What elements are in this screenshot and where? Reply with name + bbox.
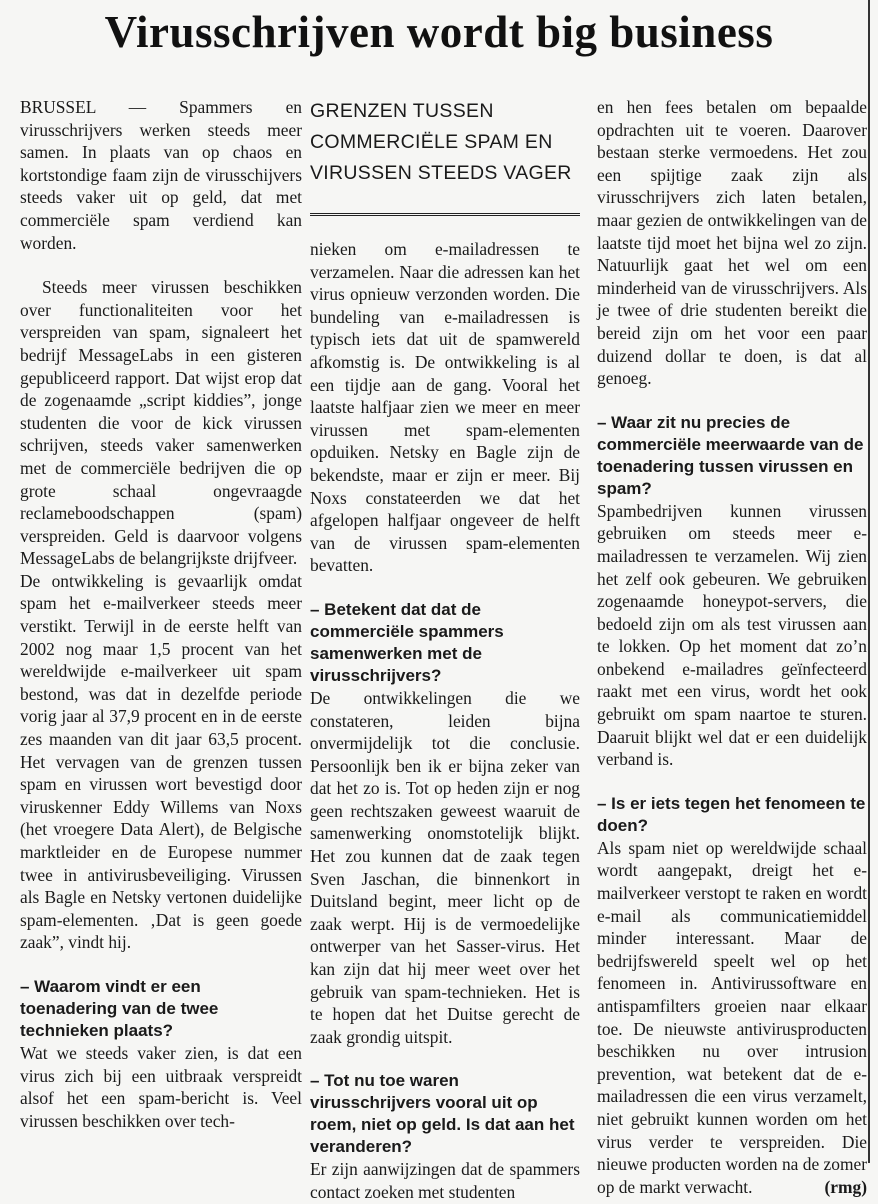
interview-question: – Betekent dat dat de commerciële spammers samenwerken met de virusschrijvers? [310,599,504,685]
column-2 [310,96,580,1204]
body-paragraph: Wat we steeds vaker zien, is dat een virus zich bij een uitbraak verspreidt alsof het een spam-bericht is. Veel virussen beschikken over tech- [20,1042,302,1131]
body-paragraph: Er zijn aanwijzingen dat de spammers contact zoeken met studenten [310,1159,580,1202]
column-3 [597,96,867,1198]
body-paragraph: Steeds meer virussen beschikken over functionaliteiten voor het verspreiden van spam, signaleert het bedrijf MessageLabs in een gisteren gepubliceerd rapport. Dat wijst erop dat de zogenaamde „script kiddies”, jonge studenten die voor de kick virussen schrijven, steeds vaker samenwerken met de commerciële bedrijven die op grote schaal ongevraagde reclameboodschappen (spam) verspreiden. Geld is daarvoor volgens MessageLabs de belangrijkste drijfveer. [20,277,302,569]
body-paragraph: Spambedrijven kunnen virussen gebruiken om steeds meer e-mailadressen te verzamelen. Wij zien het zelf ook gebeuren. We gebruiken zogenaamde honeypot-servers, die bedoeld zijn om als test virussen aan te lokken. Op het moment dat zo’n onbekend e-mailadres geïnfecteerd raakt met een virus, wordt het ook gebruikt om spam naartoe te sturen. Daaruit blijkt wel dat er een duidelijk verband is. [597,500,867,770]
column-1 [20,96,302,1132]
lead-paragraph: BRUSSEL — Spammers en virusschrijvers werken steeds meer samen. In plaats van op chaos en kortstondige faam zijn de virusschijvers steeds vaker uit op geld, dat met commerciële spam verdiend kan worden. [20,97,302,253]
interview-question: – Tot nu toe waren virusschrijvers vooral uit op roem, niet op geld. Is dat aan het veranderen? [310,1071,575,1157]
interview-question: – Waar zit nu precies de commerciële meerwaarde van de toenadering tussen virussen en spam? [597,412,864,498]
body-paragraph: De ontwikkeling is gevaarlijk omdat spam het e-mailverkeer steeds meer verstikt. Terwijl in de eerste helft van 2002 nog maar 1,5 procent van het wereldwijde e-mailverkeer uit spam bestond, was dat in dezelfde periode vorig jaar al 37,9 procent en in de eerste zes maanden van dit jaar 63,5 procent. Het vervagen van de grenzen tussen spam en virussen wort bevestigd door viruskenner Eddy Willems van Noxs (het vroegere Data Alert), de Belgische marktleider en de Europese nummer twee in antivirusbeveiliging. Virussen als Bagle en Netsky vertonen duidelijke spam-elementen. ‚Dat is geen goede zaak”, vindt hij. [20,570,302,953]
page-edge-line [868,0,870,1163]
body-paragraph: De ontwikkelingen die we constateren, leiden bijna onvermijdelijk tot die conclusie. Persoonlijk ben ik er bijna zeker van dat het zo is. Tot op heden zijn er nog geen rechtszaken geweest waaruit de samenwerking onomstotelijk blijkt. Het zou kunnen dat de zaak tegen Sven Jaschan, die binnenkort in Duitsland begint, meer licht op de zaak werpt. Hij is de vermoedelijke ontwerper van het Sasser-virus. Het kan zijn dat hij meer weet over het gebruik van spam-technieken. Het is te hopen dat het Duitse gerecht de zaak grondig uitspit. [310,687,580,1047]
body-paragraph: en hen fees betalen om bepaalde opdrachten uit te voeren. Daarover bestaan sterke vermoedens. Het zou een spijtige zaak zijn als virusschrijvers zich laten betalen, maar gezien de ontwikkelingen van de laatste tijd moet het bijna wel zo zijn. Natuurlijk gaat het wel om een minderheid van de virusschrijvers. Als je twee of drie studenten bereikt die bereid zijn om het voor een paar duizend dollar te doen, is dat al genoeg. [597,97,867,389]
interview-question: – Is er iets tegen het fenomeen te doen? [597,793,866,835]
kicker-subheading: GRENZEN TUSSEN COMMERCIËLE SPAM EN VIRUSSEN STEEDS VAGER [310,100,572,184]
interview-question: – Waarom vindt er een toenadering van de twee technieken plaats? [20,976,219,1040]
body-paragraph: nieken om e-mailadressen te verzamelen. Naar die adressen kan het virus opnieuw verzonden worden. Die bundeling van e-mailadressen is typisch iets dat uit de spamwereld afkomstig is. De ontwikkeling is al een tijdje aan de gang. Vooral het laatste halfjaar zien we meer en meer virussen met spam-elementen opduiken. Netsky en Bagle zijn de bekendste, maar er zijn er meer. Bij Noxs constateerden we dat het afgelopen halfjaar ongeveer de helft van de virussen spam-elementen bevatten. [310,239,580,576]
author-signature: (rmg) [824,1176,867,1197]
body-text: Als spam niet op wereldwijde schaal wordt aangepakt, dreigt het e-mailverkeer verstopt te raken en wordt e-mail als communicatiemiddel minder interessant. Maar de bedrijfswereld speelt wel op het fenomeen in. Antivirussoftware en antispamfilters groeien naar elkaar toe. De nieuwste antivirusproducten beschikken nu over intrusion prevention, wat betekent dat de e-mailadressen die een virus verzamelt, niet gebruikt kunnen worden om het virus verder te verspreiden. Die nieuwe producten worden na de zomer op de markt verwacht. [597,837,867,1197]
headline: Virusschrijven wordt big business [104,7,774,57]
body-paragraph [597,837,867,1199]
divider-rule [310,213,580,216]
